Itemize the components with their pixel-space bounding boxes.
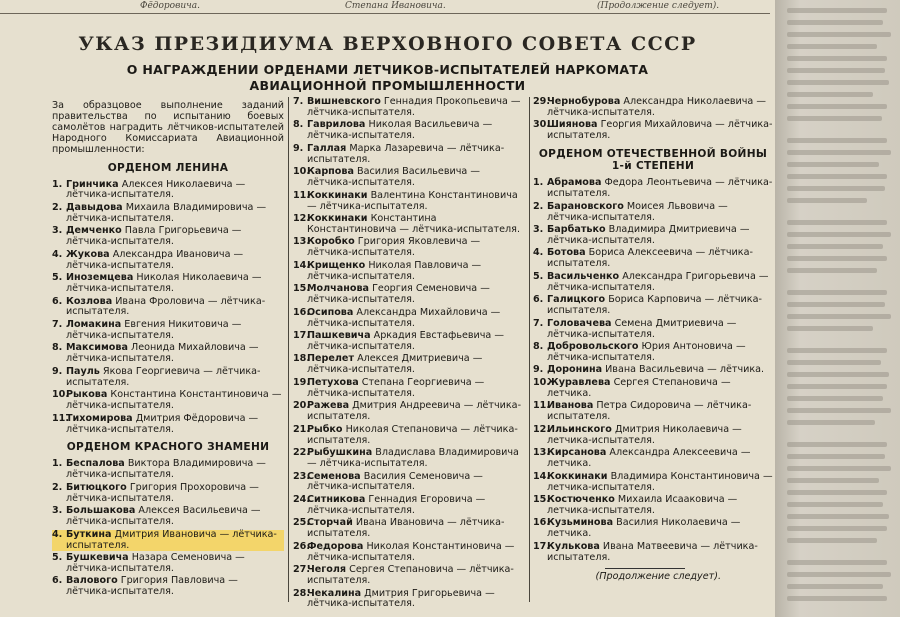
list-item	[52, 297, 284, 319]
item-details: Василия Семеновича — лётчика-испытателя.	[307, 470, 483, 493]
list-red-banner	[52, 459, 284, 598]
item-details: Георгия Семеновича — лётчика-испытателя.	[307, 283, 490, 306]
list-item	[293, 331, 526, 353]
previous-article-strip	[0, 0, 770, 14]
item-surname: Федорова	[307, 540, 364, 552]
list-item	[533, 448, 773, 470]
item-details: Сергея Степановича — лётчика-испытателя.	[307, 564, 514, 587]
list-item	[533, 365, 773, 376]
item-number: 9.	[533, 364, 544, 376]
item-details: Дмитрия Ивановича — лётчика-испытателя.	[66, 528, 277, 551]
list-item	[533, 472, 773, 494]
item-number: 8.	[293, 119, 304, 131]
list-item	[293, 308, 526, 330]
item-surname: Жукова	[66, 248, 110, 260]
item-number: 11.	[52, 412, 69, 424]
item-number: 5.	[52, 272, 63, 284]
list-item	[52, 459, 284, 481]
item-surname: Барбатько	[547, 224, 606, 236]
item-details: Леонида Михайловича — лётчика-испытателя.	[66, 342, 259, 365]
item-surname: Перелет	[307, 353, 355, 365]
item-number: 4.	[52, 248, 63, 260]
item-surname: Коробко	[307, 236, 355, 248]
item-details: Моисея Львовича — лётчика-испытателя.	[547, 200, 728, 223]
item-details: Бориса Алексеевича — лётчика-испытателя.	[547, 247, 753, 270]
list-item	[533, 378, 773, 400]
list-item	[293, 542, 526, 564]
list-item	[293, 378, 526, 400]
item-surname: Рыбушкина	[307, 447, 373, 459]
item-number: 21.	[293, 423, 310, 435]
list-red-banner-continued	[293, 97, 526, 610]
item-number: 8.	[533, 341, 544, 353]
item-details: Марка Лазаревича — лётчика-испытателя.	[307, 142, 505, 165]
item-surname: Козлова	[66, 295, 113, 307]
item-surname: Иванова	[547, 400, 594, 412]
item-surname: Беспалова	[66, 458, 125, 470]
list-item	[293, 191, 526, 213]
item-details: Алексея Дмитриевича — лётчика-испытателя.	[307, 353, 483, 376]
item-details: Александра Алексеевича — летчика.	[547, 447, 751, 470]
item-number: 17.	[293, 330, 310, 342]
list-item	[293, 237, 526, 259]
item-number: 19.	[293, 376, 310, 388]
item-details: Александра Михайловича — лётчика-испытателя.	[307, 306, 501, 329]
item-details: Николая Васильевича — лётчика-испытателя.	[307, 119, 493, 142]
list-item	[52, 414, 284, 436]
list-item	[293, 401, 526, 423]
item-details: Дмитрия Фёдоровича — лётчика-испытателя.	[66, 412, 259, 435]
item-details: Михаила Исааковича — летчика-испытателя.	[547, 494, 738, 516]
item-number: 20.	[293, 400, 310, 412]
item-details: Дмитрия Николаевича — летчика-испытателя.	[547, 423, 742, 446]
item-number: 6.	[533, 294, 544, 306]
list-item	[52, 320, 284, 342]
item-number: 13.	[533, 447, 550, 459]
list-lenin	[52, 180, 284, 436]
item-number: 12.	[533, 423, 550, 435]
item-surname: Журавлева	[547, 376, 611, 388]
item-number: 10.	[533, 376, 550, 388]
item-surname: Ильинского	[547, 423, 612, 435]
item-surname: Карпова	[307, 166, 354, 178]
list-item	[293, 589, 526, 611]
item-details: Сергея Степановича — летчика.	[547, 376, 731, 399]
item-surname: Кузьминова	[547, 517, 614, 529]
item-number: 23.	[293, 470, 310, 482]
item-details: Михаила Владимировича — лётчика-испытателя.	[66, 201, 267, 224]
item-surname: Валового	[66, 575, 118, 587]
item-number: 4.	[533, 247, 544, 259]
list-item	[293, 425, 526, 447]
item-details: Константина Константиновича — лётчика-испытателя.	[66, 389, 282, 412]
list-item	[533, 518, 773, 540]
list-item	[52, 250, 284, 272]
item-surname: Битюцкого	[66, 481, 127, 493]
item-surname: Тихомирова	[66, 412, 133, 424]
item-number: 9.	[52, 365, 63, 377]
item-details: Григория Прохоровича — лётчика-испытателя.	[66, 481, 259, 504]
list-item	[293, 495, 526, 517]
item-details: Павла Григорьевича — лётчика-испытателя.	[66, 225, 242, 248]
item-details: Юрия Антоновича — лётчика-испытателя.	[547, 341, 746, 363]
item-number: 3.	[52, 505, 63, 517]
item-details: Георгия Михайловича — лётчика-испытателя.	[547, 119, 773, 142]
item-number: 16.	[293, 306, 310, 318]
list-item	[293, 261, 526, 283]
item-details: Григория Яковлевича — лётчика-испытателя.	[307, 236, 481, 259]
item-surname: Чеголя	[307, 564, 347, 576]
item-number: 9.	[293, 142, 304, 154]
item-surname: Головачева	[547, 317, 612, 329]
item-details: Алексея Николаевича — лётчика-испытателя.	[66, 178, 246, 201]
item-number: 5.	[52, 552, 63, 564]
list-item	[533, 272, 773, 294]
list-item	[533, 542, 773, 564]
item-number: 16.	[533, 517, 550, 529]
item-number: 13.	[293, 236, 310, 248]
list-item	[293, 214, 526, 236]
item-number: 3.	[533, 224, 544, 236]
item-surname: Гаврилова	[307, 119, 366, 131]
item-number: 1.	[52, 178, 63, 190]
list-item	[533, 225, 773, 247]
item-number: 11.	[293, 189, 310, 201]
item-details: Григория Павловича — лётчика-испытателя.	[66, 575, 238, 598]
item-details: Геннадия Егоровича — лётчика-испытателя.	[307, 493, 486, 516]
item-number: 30.	[533, 119, 550, 131]
item-surname: Шиянова	[547, 119, 598, 131]
item-surname: Пашкевича	[307, 330, 371, 342]
list-item	[52, 367, 284, 389]
list-item	[52, 506, 284, 528]
list-item	[52, 343, 284, 365]
item-number: 2.	[52, 201, 63, 213]
item-number: 2.	[533, 200, 544, 212]
item-details: Николая Николаевича — лётчика-испытателя.	[66, 272, 262, 295]
item-details: Василия Николаевича — летчика.	[547, 517, 741, 540]
item-surname: Пауль	[66, 365, 100, 377]
item-surname: Галицкого	[547, 294, 606, 306]
item-surname: Васильченко	[547, 270, 620, 282]
item-number: 14.	[533, 470, 550, 482]
item-surname: Ботова	[547, 247, 586, 259]
list-item	[293, 284, 526, 306]
item-details: Ивана Ивановича — лётчика-испытателя.	[307, 517, 505, 540]
list-item	[533, 342, 773, 364]
item-details: Степана Георгиевича — лётчика-испытателя.	[307, 376, 485, 399]
item-number: 17.	[533, 540, 550, 552]
list-item	[293, 518, 526, 540]
list-item	[52, 530, 284, 552]
item-surname: Рыбко	[307, 423, 343, 435]
list-item	[52, 390, 284, 412]
item-number: 7.	[533, 317, 544, 329]
list-item	[533, 120, 773, 142]
item-surname: Молчанова	[307, 283, 369, 295]
item-surname: Петухова	[307, 376, 359, 388]
item-surname: Иноземцева	[66, 272, 134, 284]
item-details: Аркадия Евстафьевича — лётчика-испытателя.	[307, 330, 504, 352]
item-number: 22.	[293, 447, 310, 459]
item-details: Ивана Васильевича — лётчика.	[605, 364, 765, 376]
item-details: Владимира Дмитриевича — лётчика-испытателя.	[547, 224, 750, 246]
column-divider	[288, 97, 289, 602]
decree-title: УКАЗ ПРЕЗИДИУМА ВЕРХОВНОГО СОВЕТА СССР	[78, 33, 697, 55]
item-details: Якова Георгиевича — лётчика-испытателя.	[66, 365, 261, 388]
item-number: 3.	[52, 225, 63, 237]
item-surname: Доронина	[547, 364, 603, 376]
item-number: 12.	[293, 213, 310, 225]
list-item	[533, 319, 773, 341]
item-surname: Большакова	[66, 505, 136, 517]
item-surname: Вишневского	[307, 96, 381, 107]
list-item	[533, 295, 773, 317]
item-details: Александра Ивановича — лётчика-испытателя.	[66, 248, 244, 271]
item-details: Дмитрия Андреевича — лётчика-испытателя.	[307, 400, 522, 423]
item-surname: Барановского	[547, 200, 624, 212]
list-patriotic-war	[533, 178, 773, 563]
item-surname: Осипова	[307, 306, 354, 318]
item-details: Ивана Матвеевича — лётчика-испытателя.	[547, 540, 758, 563]
item-surname: Давыдова	[66, 201, 123, 213]
list-item	[293, 565, 526, 587]
list-item	[52, 180, 284, 202]
item-details: Николая Константиновича — лётчика-испытателя.	[307, 540, 515, 563]
item-number: 4.	[52, 528, 63, 540]
continued-note: (Продолжение следует).	[533, 572, 773, 583]
item-details: Назара Семеновича — лётчика-испытателя.	[66, 552, 245, 574]
item-surname: Чернобурова	[547, 96, 621, 107]
column-divider	[529, 97, 530, 602]
item-details: Виктора Владимировича — лётчика-испытателя.	[66, 458, 266, 481]
item-surname: Демченко	[66, 225, 122, 237]
item-surname: Максимова	[66, 342, 128, 354]
item-number: 14.	[293, 259, 310, 271]
list-item	[52, 273, 284, 295]
item-number: 26.	[293, 540, 310, 552]
item-number: 1.	[533, 177, 544, 189]
strip-text-left: Фёдоровича.	[140, 1, 200, 11]
item-number: 24.	[293, 493, 310, 505]
item-details: Петра Сидоровича — лётчика-испытателя.	[547, 400, 752, 423]
adjacent-page-edge	[775, 0, 900, 617]
list-item	[533, 202, 773, 224]
list-item	[293, 448, 526, 470]
item-details: Николая Степановича — лётчика-испытателя.	[307, 423, 518, 446]
item-surname: Ломакина	[66, 318, 122, 330]
item-surname: Сторчай	[307, 517, 353, 529]
item-number: 6.	[52, 575, 63, 587]
list-item	[293, 144, 526, 166]
list-item	[52, 226, 284, 248]
item-number: 5.	[533, 270, 544, 282]
item-surname: Кирсанова	[547, 447, 607, 459]
list-item	[293, 120, 526, 142]
item-number: 11.	[533, 400, 550, 412]
item-number: 28.	[293, 587, 310, 599]
item-number: 29.	[533, 96, 550, 107]
list-item	[533, 178, 773, 200]
item-number: 7.	[293, 96, 304, 107]
list-item	[533, 495, 773, 517]
item-number: 27.	[293, 564, 310, 576]
item-surname: Семенова	[307, 470, 361, 482]
item-details: Геннадия Прокопьевича — лётчика-испытателя.	[307, 96, 521, 118]
item-number: 2.	[52, 481, 63, 493]
item-number: 10.	[293, 166, 310, 178]
list-item	[533, 248, 773, 270]
column-2	[293, 97, 526, 612]
section-heading-patriotic-war: ОРДЕНОМ ОТЕЧЕСТВЕННОЙ ВОЙНЫ 1-й СТЕПЕНИ	[538, 148, 768, 173]
item-surname: Кулькова	[547, 540, 600, 552]
item-surname: Костюченко	[547, 494, 615, 505]
item-surname: Абрамова	[547, 177, 602, 189]
item-surname: Ражева	[307, 400, 350, 412]
item-details: Александра Григорьевича — лётчика-испытателя.	[547, 270, 769, 293]
item-number: 15.	[533, 494, 550, 505]
list-item	[52, 553, 284, 575]
item-number: 18.	[293, 353, 310, 365]
item-surname: Галлая	[307, 142, 347, 154]
column-3	[533, 97, 773, 583]
item-surname: Бушкевича	[66, 552, 129, 564]
list-item	[293, 354, 526, 376]
strip-text-right: (Продолжение следует).	[597, 1, 720, 11]
item-number: 1.	[52, 458, 63, 470]
list-item	[52, 483, 284, 505]
item-surname: Коккинаки	[547, 470, 608, 482]
item-details: Евгения Никитовича — лётчика-испытателя.	[66, 318, 242, 341]
decree-intro: За образцовое выполнение заданий правительства по испытанию боевых самолётов наградить лётчиков-испытателей Народного Комиссариата Авиационной промышленности:	[52, 100, 284, 155]
item-surname: Гринчика	[66, 178, 119, 190]
list-item	[52, 576, 284, 598]
item-surname: Ситникова	[307, 493, 366, 505]
item-number: 8.	[52, 342, 63, 354]
item-surname: Коккинаки	[307, 213, 368, 225]
item-details: Алексея Васильевича — лётчика-испытателя.	[66, 505, 261, 528]
item-number: 6.	[52, 295, 63, 307]
section-heading-red-banner: ОРДЕНОМ КРАСНОГО ЗНАМЕНИ	[66, 441, 270, 454]
section-heading-lenin: ОРДЕНОМ ЛЕНИНА	[107, 161, 229, 174]
column-1	[52, 101, 284, 600]
list-item	[293, 167, 526, 189]
item-details: Федора Леонтьевича — лётчика-испытателя.	[547, 177, 773, 200]
list-item	[533, 425, 773, 447]
list-item	[293, 472, 526, 494]
item-details: Василия Васильевича — лётчика-испытателя.	[307, 166, 480, 189]
item-details: Дмитрия Григорьевича — лётчика-испытателя.	[307, 587, 495, 610]
item-surname: Рыкова	[66, 389, 108, 401]
item-details: Валентина Константиновича — лётчика-испытателя.	[307, 189, 518, 212]
item-surname: Чекалина	[307, 587, 362, 599]
item-details: Владислава Владимировича — лётчика-испытателя.	[307, 447, 519, 469]
item-details: Александра Николаевича — лётчика-испытателя.	[547, 96, 766, 118]
strip-text-middle: Степана Ивановича.	[345, 1, 446, 11]
item-surname: Коккинаки	[307, 189, 368, 201]
item-number: 25.	[293, 517, 310, 529]
item-details: Владимира Константиновича — летчика-испытателя.	[547, 470, 773, 493]
list-item	[52, 203, 284, 225]
list-red-banner-end	[533, 97, 773, 142]
list-item	[533, 401, 773, 423]
item-details: Ивана Фроловича — лётчика-испытателя.	[66, 295, 266, 318]
item-number: 7.	[52, 318, 63, 330]
item-surname: Буткина	[66, 528, 112, 540]
item-surname: Добровольского	[547, 341, 639, 353]
item-number: 10.	[52, 389, 69, 401]
item-details: Семена Дмитриевича — лётчика-испытателя.	[547, 317, 737, 340]
item-number: 15.	[293, 283, 310, 295]
decree-subtitle: О НАГРАЖДЕНИИ ОРДЕНАМИ ЛЕТЧИКОВ-ИСПЫТАТЕЛЕЙ НАРКОМАТА АВИАЦИОННОЙ ПРОМЫШЛЕННОСТИ	[126, 62, 649, 93]
item-details: Николая Павловича — лётчика-испытателя.	[307, 259, 482, 282]
list-item	[533, 97, 773, 119]
list-item	[293, 97, 526, 119]
item-details: Бориса Карповича — лётчика-испытателя.	[547, 294, 762, 317]
item-details: Константина Константиновича — лётчика-испытателя.	[307, 213, 520, 235]
item-surname: Крищенко	[307, 259, 366, 271]
